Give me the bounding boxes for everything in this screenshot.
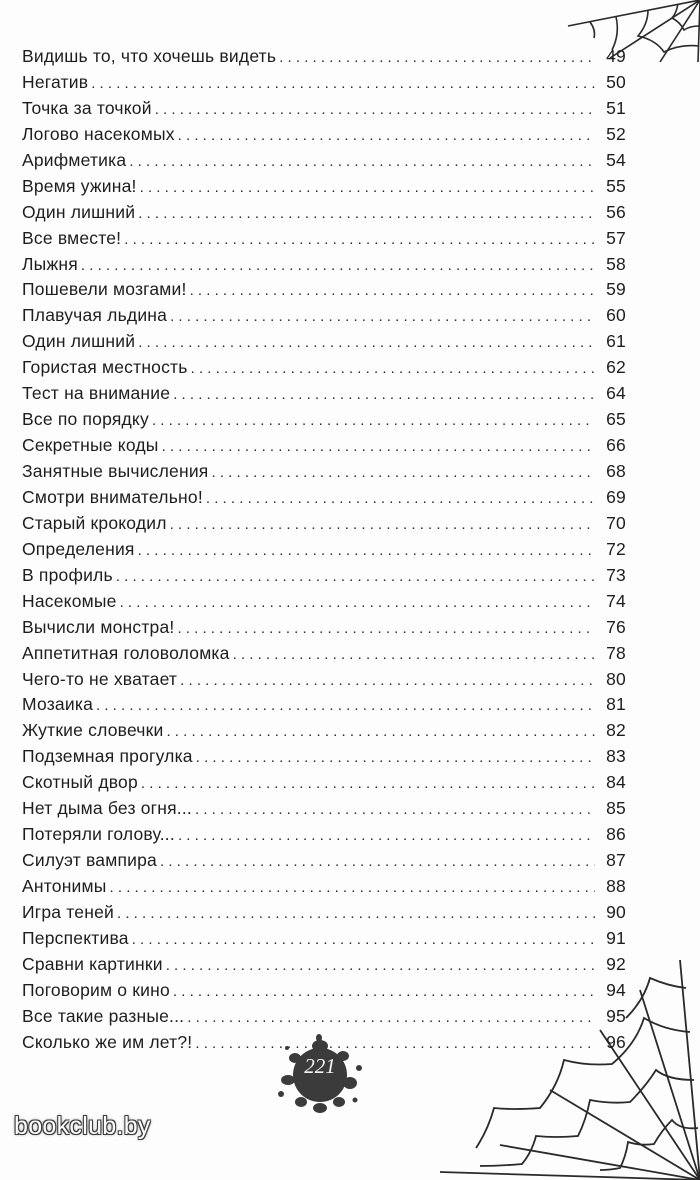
toc-entry xyxy=(22,511,626,537)
toc-entry xyxy=(22,96,626,122)
dot-leader xyxy=(160,849,595,875)
toc-entry xyxy=(22,252,626,278)
toc-entry-page: 91 xyxy=(606,927,626,948)
dot-leader xyxy=(117,901,595,927)
toc-entry xyxy=(22,667,626,693)
toc-entry-title: Чего-то не хватает xyxy=(22,668,178,689)
toc-entry xyxy=(22,485,626,511)
toc-entry-page: 52 xyxy=(606,123,626,144)
toc-entry-page: 80 xyxy=(606,668,626,689)
toc-entry-title: Видишь то, что хочешь видеть xyxy=(22,46,277,66)
toc-entry-title: Все такие разные... xyxy=(22,1005,185,1026)
toc-entry xyxy=(22,277,626,303)
toc-entry-page: 73 xyxy=(606,564,626,585)
toc-entry-page: 70 xyxy=(606,512,626,533)
toc-entry xyxy=(22,952,626,978)
toc-entry-title: Антонимы xyxy=(22,876,107,896)
toc-entry-page: 83 xyxy=(606,746,626,767)
toc-entry-page: 84 xyxy=(606,772,626,793)
toc-entry-page: 58 xyxy=(606,253,626,274)
toc-entry-title: Сравни картинки xyxy=(22,953,163,974)
toc-entry-title: Лыжня xyxy=(22,253,78,274)
dot-leader xyxy=(129,149,595,175)
toc-entry-title: Определения xyxy=(22,538,135,559)
table-of-contents xyxy=(22,44,626,1056)
dot-leader xyxy=(195,797,595,823)
toc-entry xyxy=(22,70,626,96)
toc-entry-page: 69 xyxy=(606,486,626,507)
dot-leader xyxy=(110,875,595,901)
dot-leader xyxy=(155,97,595,123)
toc-entry-title: Потеряли голову... xyxy=(22,824,175,845)
toc-entry-title: Жуткие словечки xyxy=(22,720,164,741)
dot-leader xyxy=(196,745,595,771)
toc-entry xyxy=(22,589,626,615)
toc-entry-title: Занятные вычисления xyxy=(22,461,209,481)
toc-entry-page: 54 xyxy=(606,149,626,170)
toc-entry-title: Вычисли монстра! xyxy=(22,616,175,637)
toc-entry-page: 59 xyxy=(606,279,626,300)
toc-entry-page: 96 xyxy=(606,1031,626,1052)
toc-entry-title: Старый крокодил xyxy=(22,512,167,533)
toc-entry-title: Сколько же им лет?! xyxy=(22,1031,193,1052)
toc-entry-title: Перспектива xyxy=(22,927,129,948)
toc-entry-title: Негатив xyxy=(22,71,89,92)
toc-entry-page: 90 xyxy=(606,901,626,922)
toc-entry xyxy=(22,770,626,796)
toc-entry xyxy=(22,355,626,381)
toc-entry-title: Точка за точкой xyxy=(22,97,152,118)
toc-entry-page: 76 xyxy=(606,616,626,637)
toc-entry-title: Арифметика xyxy=(22,149,127,170)
toc-entry-page: 60 xyxy=(606,305,626,326)
toc-entry xyxy=(22,900,626,926)
dot-leader xyxy=(138,538,595,564)
toc-entry-title: Один лишний xyxy=(22,201,136,222)
dot-leader xyxy=(206,486,595,512)
toc-entry-title: Поговорим о кино xyxy=(22,979,170,1000)
toc-entry-page: 68 xyxy=(606,461,626,481)
dot-leader xyxy=(166,953,595,979)
toc-entry-page: 55 xyxy=(606,175,626,196)
toc-entry xyxy=(22,381,626,407)
toc-entry-page: 94 xyxy=(606,979,626,1000)
toc-entry xyxy=(22,848,626,874)
dot-leader xyxy=(140,175,595,201)
watermark: bookclub.by xyxy=(14,1112,151,1140)
toc-entry-page: 86 xyxy=(606,824,626,845)
toc-entry-title: Нет дыма без огня... xyxy=(22,798,192,819)
page-number: 221 xyxy=(304,1054,336,1078)
toc-entry-page: 81 xyxy=(606,694,626,715)
toc-entry xyxy=(22,200,626,226)
toc-entry-title: Подземная прогулка xyxy=(22,746,193,767)
toc-entry-page: 64 xyxy=(606,383,626,404)
dot-leader xyxy=(138,201,595,227)
toc-entry-page: 61 xyxy=(606,331,626,352)
dot-leader xyxy=(162,434,595,460)
dot-leader xyxy=(120,590,595,616)
toc-entry-page: 82 xyxy=(606,720,626,741)
toc-entry-page: 85 xyxy=(606,798,626,819)
dot-leader xyxy=(180,668,595,694)
dot-leader xyxy=(190,278,595,304)
toc-entry xyxy=(22,407,626,433)
toc-entry-title: Гористая местность xyxy=(22,357,188,378)
toc-entry-title: Время ужина! xyxy=(22,175,137,196)
toc-entry-page: 66 xyxy=(606,435,626,456)
toc-entry-title: Силуэт вампира xyxy=(22,850,157,871)
toc-entry-page: 87 xyxy=(606,850,626,871)
toc-entry xyxy=(22,718,626,744)
toc-entry xyxy=(22,122,626,148)
dot-leader xyxy=(178,123,595,149)
dot-leader xyxy=(177,616,595,642)
toc-entry xyxy=(22,926,626,952)
toc-entry xyxy=(22,822,626,848)
dot-leader xyxy=(81,253,595,279)
toc-entry-title: Мозаика xyxy=(22,694,94,715)
toc-entry xyxy=(22,537,626,563)
toc-entry-page: 78 xyxy=(606,642,626,663)
toc-entry-page: 51 xyxy=(606,97,626,118)
dot-leader xyxy=(191,356,595,382)
toc-entry xyxy=(22,692,626,718)
toc-entry xyxy=(22,174,626,200)
toc-entry xyxy=(22,459,626,485)
toc-entry-title: Логово насекомых xyxy=(22,123,175,144)
dot-leader xyxy=(173,979,595,1005)
dot-leader xyxy=(173,382,595,408)
toc-entry-title: Все по порядку xyxy=(22,409,149,430)
dot-leader xyxy=(152,408,595,434)
toc-entry xyxy=(22,1004,626,1030)
toc-entry xyxy=(22,329,626,355)
toc-entry-title: Пошевели мозгами! xyxy=(22,279,187,300)
dot-leader xyxy=(138,330,595,356)
toc-entry-title: Игра теней xyxy=(22,901,115,922)
dot-leader xyxy=(178,823,595,849)
toc-entry-title: Аппетитная головоломка xyxy=(22,642,230,663)
toc-entry-title: В профиль xyxy=(22,564,113,585)
dot-leader xyxy=(195,1031,595,1057)
toc-entry xyxy=(22,874,626,900)
toc-entry xyxy=(22,978,626,1004)
toc-entry-page: 65 xyxy=(606,409,626,430)
toc-entry xyxy=(22,796,626,822)
toc-entry-page: 62 xyxy=(606,357,626,378)
dot-leader xyxy=(116,564,595,590)
toc-entry-page: 74 xyxy=(606,590,626,611)
toc-entry xyxy=(22,433,626,459)
toc-entry-page: 57 xyxy=(606,227,626,248)
dot-leader xyxy=(96,693,595,719)
toc-entry xyxy=(22,226,626,252)
dot-leader xyxy=(91,71,595,97)
toc-entry-page: 88 xyxy=(606,876,626,896)
toc-entry-page: 50 xyxy=(606,71,626,92)
toc-entry-page: 56 xyxy=(606,201,626,222)
dot-leader xyxy=(124,227,595,253)
dot-leader xyxy=(233,642,595,668)
dot-leader xyxy=(211,460,595,486)
dot-leader xyxy=(279,45,595,71)
toc-entry xyxy=(22,744,626,770)
toc-entry-title: Все вместе! xyxy=(22,227,122,248)
toc-entry-page: 72 xyxy=(606,538,626,559)
toc-entry-title: Насекомые xyxy=(22,590,117,611)
toc-entry-title: Скотный двор xyxy=(22,772,138,793)
toc-entry xyxy=(22,44,626,70)
toc-entry-page: 92 xyxy=(606,953,626,974)
dot-leader xyxy=(170,512,595,538)
toc-entry xyxy=(22,303,626,329)
dot-leader xyxy=(132,927,595,953)
toc-entry xyxy=(22,641,626,667)
toc-entry xyxy=(22,615,626,641)
toc-entry-title: Плавучая льдина xyxy=(22,305,168,326)
dot-leader xyxy=(141,771,595,797)
dot-leader xyxy=(187,1005,595,1031)
toc-entry xyxy=(22,563,626,589)
toc-entry-title: Тест на внимание xyxy=(22,383,171,404)
dot-leader xyxy=(170,304,595,330)
toc-entry-title: Один лишний xyxy=(22,331,136,352)
toc-entry-title: Секретные коды xyxy=(22,435,159,456)
toc-entry-page: 95 xyxy=(606,1005,626,1026)
toc-entry xyxy=(22,148,626,174)
toc-entry-title: Смотри внимательно! xyxy=(22,486,203,507)
toc-entry-page: 49 xyxy=(606,46,626,66)
dot-leader xyxy=(166,719,595,745)
